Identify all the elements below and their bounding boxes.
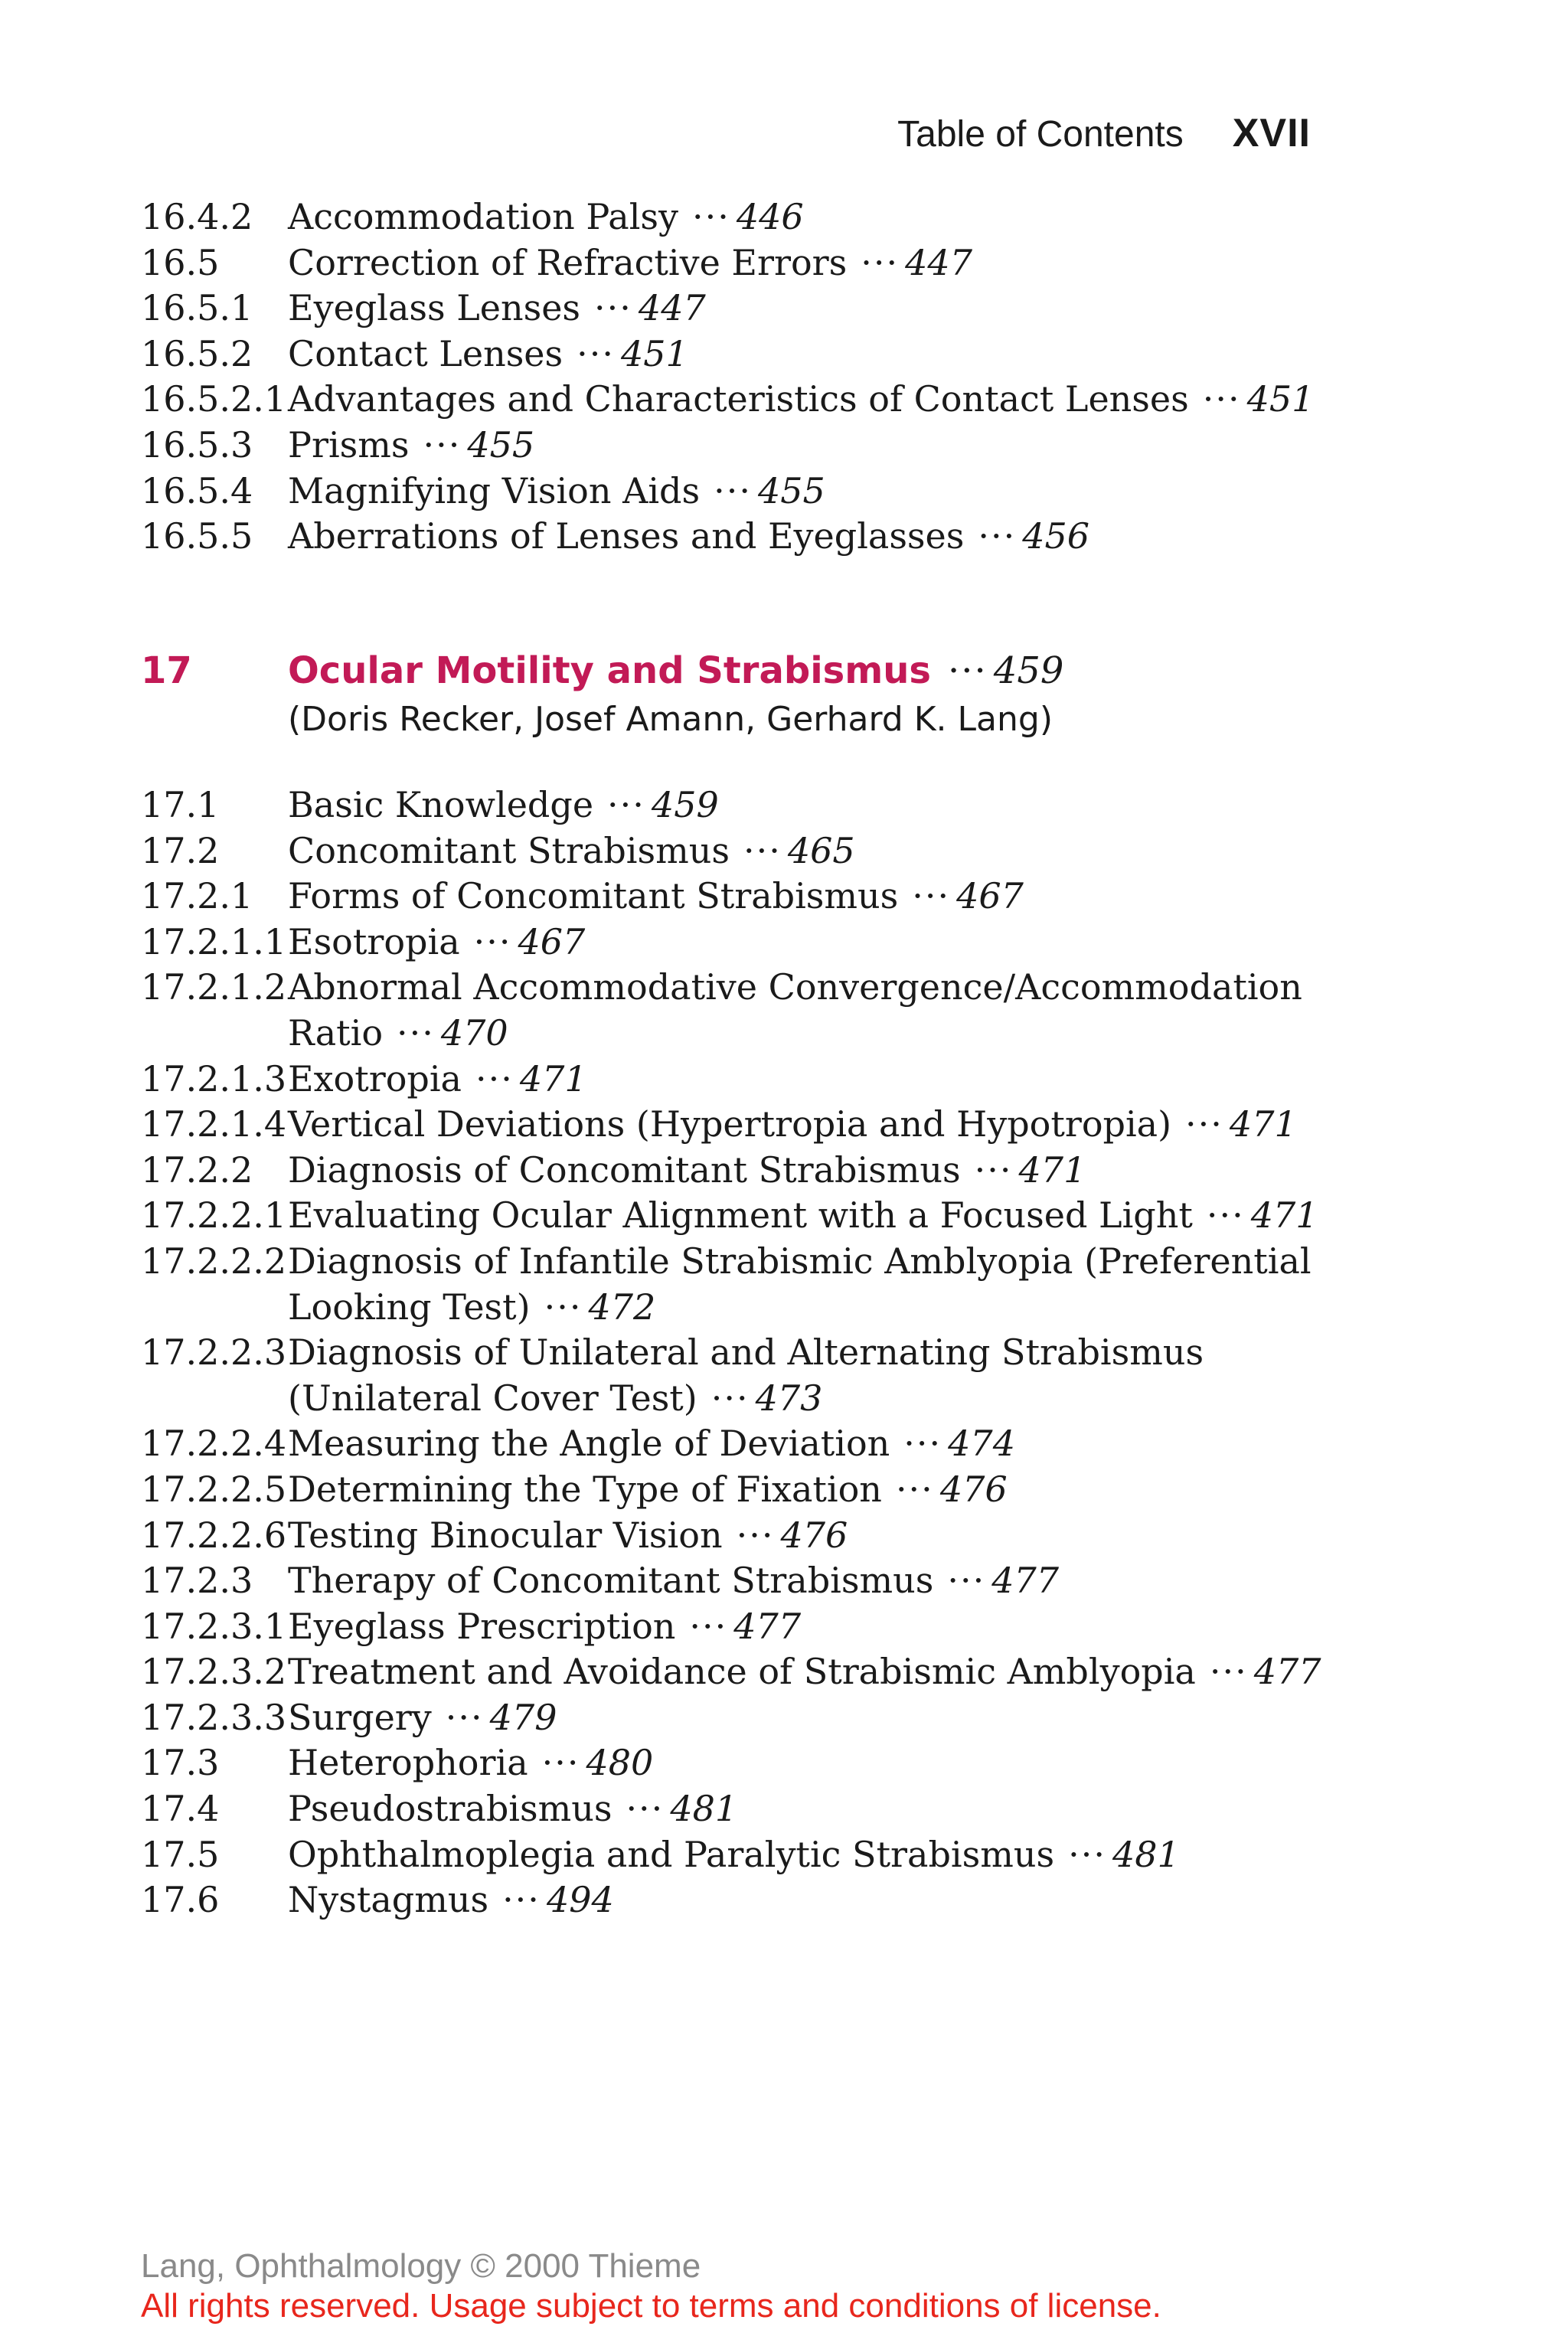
toc-entry-title-line xyxy=(288,1193,1329,1239)
dot-leader: ··· xyxy=(692,196,730,237)
toc-entry-title: Heterophoria xyxy=(288,1742,528,1784)
toc-entry-title: Ophthalmoplegia and Paralytic Strabismus xyxy=(288,1833,1055,1875)
toc-entry-page-number: 456 xyxy=(1022,515,1090,557)
toc-entry-title: Testing Binocular Vision xyxy=(288,1514,723,1556)
dot-leader: ··· xyxy=(475,1057,514,1099)
toc-section-16 xyxy=(141,194,1366,560)
dot-leader: ··· xyxy=(445,1696,484,1738)
toc-entry-page-number: 473 xyxy=(755,1377,823,1419)
page-folio: XVII xyxy=(1232,111,1311,155)
toc-entry-page-number: 451 xyxy=(621,332,688,374)
toc-entry-number: 17.2.2 xyxy=(141,1148,253,1191)
toc-entry-number: 17.2.2.4 xyxy=(141,1423,287,1465)
toc-entry-title: Measuring the Angle of Deviation xyxy=(288,1423,890,1465)
toc-entry-title-line xyxy=(288,1239,1329,1330)
toc-entry-title-line xyxy=(288,286,1329,332)
toc-entry-title-line xyxy=(288,965,1329,1056)
toc-entry-number: 16.5.4 xyxy=(141,469,253,511)
dot-leader: ··· xyxy=(947,1560,986,1602)
toc-entry-title-line xyxy=(288,514,1329,560)
toc-entry-title: Forms of Concomitant Strabismus xyxy=(288,875,899,917)
toc-entry[interactable] xyxy=(141,194,1366,240)
dot-leader: ··· xyxy=(626,1788,665,1830)
dot-leader: ··· xyxy=(743,829,782,871)
toc-entry-page-number: 481 xyxy=(1112,1833,1180,1875)
license-notice: All rights reserved. Usage subject to terms and conditions of license. xyxy=(141,2287,1161,2325)
toc-entry-title: Contact Lenses xyxy=(288,332,564,374)
toc-entry-title: Esotropia xyxy=(288,920,460,962)
toc-entry-title: Prisms xyxy=(288,423,410,466)
toc-entry-title: Magnifying Vision Aids xyxy=(288,469,701,511)
toc-entry[interactable] xyxy=(141,1877,1366,1923)
toc-entry-title-line xyxy=(288,874,1329,920)
dot-leader: ··· xyxy=(594,287,632,329)
toc-entry-number: 16.5.1 xyxy=(141,287,253,329)
toc-entry-title: Correction of Refractive Errors xyxy=(288,241,848,283)
toc-entry-title: Diagnosis of Concomitant Strabismus xyxy=(288,1148,961,1191)
toc-entry-title: Accommodation Palsy xyxy=(288,196,678,237)
toc-entry-title: Eyeglass Lenses xyxy=(288,287,581,329)
toc-entry-title-line xyxy=(288,1330,1329,1421)
toc-entry-page-number: 447 xyxy=(905,241,972,283)
toc-entry-title-line xyxy=(288,783,1329,828)
dot-leader: ··· xyxy=(1202,378,1241,420)
dot-leader: ··· xyxy=(912,875,951,917)
toc-entry-page-number: 481 xyxy=(670,1788,738,1830)
toc-entry-title-line xyxy=(288,1695,1329,1741)
chapter-title: Ocular Motility and Strabismus xyxy=(288,649,931,692)
toc-entry-title-line xyxy=(288,1649,1329,1695)
toc-entry-page-number: 476 xyxy=(780,1514,848,1556)
dot-leader: ··· xyxy=(544,1286,583,1328)
toc-entry-page-number: 455 xyxy=(757,469,825,511)
toc-entry-title-line xyxy=(288,1513,1329,1559)
toc-entry-title-line xyxy=(288,423,1329,469)
toc-entry-number: 17.2.2.2 xyxy=(141,1240,287,1282)
toc-entry[interactable] xyxy=(141,240,1366,286)
toc-entry[interactable] xyxy=(141,783,1366,828)
toc-entry[interactable] xyxy=(141,828,1366,874)
toc-entry-title: Treatment and Avoidance of Strabismic Amblyopia xyxy=(288,1651,1196,1693)
toc-entry[interactable] xyxy=(141,514,1366,560)
dot-leader: ··· xyxy=(1185,1103,1223,1145)
toc-entry-title-line xyxy=(288,377,1329,423)
toc-entry-page-number: 459 xyxy=(651,784,719,825)
dot-leader: ··· xyxy=(689,1605,728,1647)
toc-entry-page-number: 472 xyxy=(588,1286,656,1328)
toc-entry-number: 17.3 xyxy=(141,1742,220,1784)
toc-entry-title: Diagnosis of Unilateral and Alternating Strabismus (Unilateral Cover Test) xyxy=(288,1331,1204,1419)
toc-entry[interactable] xyxy=(141,332,1366,377)
toc-entry-page-number: 477 xyxy=(1253,1651,1321,1693)
dot-leader: ··· xyxy=(1209,1651,1248,1693)
toc-entry-number: 16.4.2 xyxy=(141,196,253,237)
toc-entry-title-line xyxy=(288,469,1329,515)
toc-entry-number: 17.2.2.3 xyxy=(141,1331,287,1374)
toc-entry-page-number: 455 xyxy=(467,423,535,466)
toc-entry[interactable] xyxy=(141,1421,1366,1467)
toc-entry-title-line xyxy=(288,194,1329,240)
toc-entry-title: Determining the Type of Fixation xyxy=(288,1468,882,1510)
toc-entry-title: Exotropia xyxy=(288,1057,462,1099)
toc-entry-number: 17.2.3.2 xyxy=(141,1651,287,1693)
dot-leader: ··· xyxy=(978,515,1017,557)
toc-entry[interactable] xyxy=(141,1695,1366,1741)
toc-entry-number: 17.2.1.2 xyxy=(141,966,287,1008)
chapter-heading[interactable] xyxy=(141,646,1366,695)
toc-entry[interactable] xyxy=(141,1148,1366,1194)
toc-entry[interactable] xyxy=(141,1193,1366,1239)
dot-leader: ··· xyxy=(473,920,512,962)
dot-leader: ··· xyxy=(974,1148,1013,1191)
toc-entry-title: Surgery xyxy=(288,1696,432,1738)
toc-entry[interactable] xyxy=(141,874,1366,920)
toc-entry-page-number: 465 xyxy=(787,829,855,871)
toc-entry[interactable] xyxy=(141,1558,1366,1604)
dot-leader: ··· xyxy=(714,469,752,511)
toc-entry-title: Vertical Deviations (Hypertropia and Hypotropia) xyxy=(288,1103,1172,1145)
dot-leader: ··· xyxy=(423,423,462,466)
toc-entry-title-line xyxy=(288,1877,1329,1923)
dot-leader: ··· xyxy=(895,1468,934,1510)
dot-leader: ··· xyxy=(397,1011,435,1054)
toc-entry[interactable] xyxy=(141,965,1366,1056)
chapter-number: 17 xyxy=(141,649,192,692)
toc-entry-title: Concomitant Strabismus xyxy=(288,829,730,871)
toc-entry-number: 17.4 xyxy=(141,1788,220,1830)
toc-entry[interactable] xyxy=(141,1330,1366,1421)
toc-entry-number: 17.2.3.1 xyxy=(141,1605,287,1647)
dot-leader: ··· xyxy=(903,1423,942,1465)
toc-entry-number: 17.2.3.3 xyxy=(141,1696,287,1738)
toc-entry[interactable] xyxy=(141,1832,1366,1878)
toc-entry[interactable] xyxy=(141,1649,1366,1695)
dot-leader: ··· xyxy=(541,1742,580,1784)
toc-entry-number: 16.5.3 xyxy=(141,423,253,466)
toc-entry-title-line xyxy=(288,1148,1329,1194)
toc-entry-page-number: 474 xyxy=(948,1423,1015,1465)
toc-entry-title-line xyxy=(288,920,1329,966)
toc-entry-number: 17.2.2.5 xyxy=(141,1468,287,1510)
toc-entry-number: 17.6 xyxy=(141,1879,220,1921)
running-head xyxy=(897,109,1311,159)
toc-entry[interactable] xyxy=(141,286,1366,332)
toc-entry[interactable] xyxy=(141,1102,1366,1148)
toc-entry-number: 17.2.1.1 xyxy=(141,920,287,962)
toc-entry-title: Pseudostrabismus xyxy=(288,1788,612,1830)
toc-entry-page-number: 451 xyxy=(1246,378,1315,420)
toc-entry-title-line xyxy=(288,1102,1329,1148)
toc-entry-page-number: 477 xyxy=(991,1560,1060,1602)
toc-entry[interactable] xyxy=(141,1740,1366,1786)
toc-entry[interactable] xyxy=(141,1239,1366,1330)
toc-entry-title: Abnormal Accommodative Convergence/Accommodation Ratio xyxy=(288,966,1302,1054)
toc-entry-number: 17.2.2.6 xyxy=(141,1514,287,1556)
chapter-page-number: 459 xyxy=(993,649,1064,692)
toc-entry-page-number: 467 xyxy=(956,875,1024,917)
toc-entry-title-line xyxy=(288,1467,1329,1513)
copyright-notice: Lang, Ophthalmology © 2000 Thieme xyxy=(141,2247,701,2285)
toc-entry[interactable] xyxy=(141,377,1366,423)
toc-entry-number: 17.2.1.4 xyxy=(141,1103,287,1145)
toc-entry[interactable] xyxy=(141,469,1366,515)
running-head-title: Table of Contents xyxy=(897,114,1184,155)
toc-entry-title-line xyxy=(288,828,1329,874)
toc-entry-page-number: 471 xyxy=(1229,1103,1297,1145)
toc-entry-title: Diagnosis of Infantile Strabismic Amblyopia (Preferential Looking Test) xyxy=(288,1240,1312,1328)
dot-leader: ··· xyxy=(502,1879,541,1921)
chapter-authors: (Doris Recker, Josef Amann, Gerhard K. Lang) xyxy=(288,700,1053,739)
toc-entry-title-line xyxy=(288,1786,1329,1832)
toc-entry-title-line xyxy=(288,1057,1329,1103)
toc-entry-title-line xyxy=(288,1604,1329,1650)
toc-entry-page-number: 467 xyxy=(518,920,586,962)
toc-entry-number: 16.5.5 xyxy=(141,515,253,557)
toc-entry-title: Nystagmus xyxy=(288,1879,489,1921)
toc-entry-page-number: 446 xyxy=(736,196,804,237)
toc-entry-number: 16.5.2.1 xyxy=(141,378,287,420)
toc-entry-page-number: 447 xyxy=(638,287,706,329)
toc-entry-page-number: 479 xyxy=(489,1696,557,1738)
toc-entry-number: 17.2.3 xyxy=(141,1560,253,1602)
toc-entry-title-line xyxy=(288,1558,1329,1604)
toc-entry-page-number: 471 xyxy=(1250,1194,1318,1237)
dot-leader: ··· xyxy=(607,784,645,825)
toc-entry-page-number: 480 xyxy=(586,1742,654,1784)
chapter-heading-block xyxy=(141,646,1366,744)
dot-leader: ··· xyxy=(736,1514,775,1556)
dot-leader: ··· xyxy=(710,1377,750,1419)
toc-entry-page-number: 471 xyxy=(519,1057,587,1099)
toc-entry-title-line xyxy=(288,1421,1329,1467)
toc-entry[interactable] xyxy=(141,1057,1366,1103)
toc-entry-number: 16.5 xyxy=(141,241,220,283)
toc-entry-number: 17.2.1 xyxy=(141,875,253,917)
dot-leader: ··· xyxy=(1206,1194,1245,1237)
dot-leader: ··· xyxy=(948,649,988,692)
toc-entry-page-number: 494 xyxy=(546,1879,614,1921)
toc-entry-title: Advantages and Characteristics of Contact Lenses xyxy=(288,378,1189,420)
dot-leader: ··· xyxy=(861,241,900,283)
toc-entry[interactable] xyxy=(141,1467,1366,1513)
toc-entry-page-number: 470 xyxy=(440,1011,508,1054)
toc-entry[interactable] xyxy=(141,920,1366,966)
dot-leader: ··· xyxy=(1068,1833,1106,1875)
toc-entry-page-number: 477 xyxy=(733,1605,802,1647)
toc-entry[interactable] xyxy=(141,1604,1366,1650)
toc-entry-title: Basic Knowledge xyxy=(288,784,594,825)
toc-section-17 xyxy=(141,783,1366,1923)
toc-entry-title: Therapy of Concomitant Strabismus xyxy=(288,1560,934,1602)
toc-entry-number: 17.5 xyxy=(141,1833,220,1875)
toc-entry-number: 16.5.2 xyxy=(141,332,253,374)
toc-entry-title-line xyxy=(288,240,1329,286)
toc-entry-title: Evaluating Ocular Alignment with a Focused Light xyxy=(288,1194,1193,1237)
toc-entry-title: Aberrations of Lenses and Eyeglasses xyxy=(288,515,965,557)
toc-entry-title-line xyxy=(288,1832,1329,1878)
toc-entry-number: 17.2 xyxy=(141,829,220,871)
toc-entry[interactable] xyxy=(141,1786,1366,1832)
toc-entry-title-line xyxy=(288,1740,1329,1786)
toc-entry[interactable] xyxy=(141,423,1366,469)
toc-entry-number: 17.2.1.3 xyxy=(141,1057,287,1099)
toc-entry-title: Eyeglass Prescription xyxy=(288,1605,676,1647)
toc-entry[interactable] xyxy=(141,1513,1366,1559)
toc-entry-page-number: 476 xyxy=(939,1468,1008,1510)
toc-entry-number: 17.1 xyxy=(141,784,220,825)
toc-entry-number: 17.2.2.1 xyxy=(141,1194,287,1237)
toc-entry-title-line xyxy=(288,332,1329,377)
page-footer xyxy=(141,2246,1161,2326)
toc-entry-page-number: 471 xyxy=(1018,1148,1086,1191)
dot-leader: ··· xyxy=(577,332,616,374)
